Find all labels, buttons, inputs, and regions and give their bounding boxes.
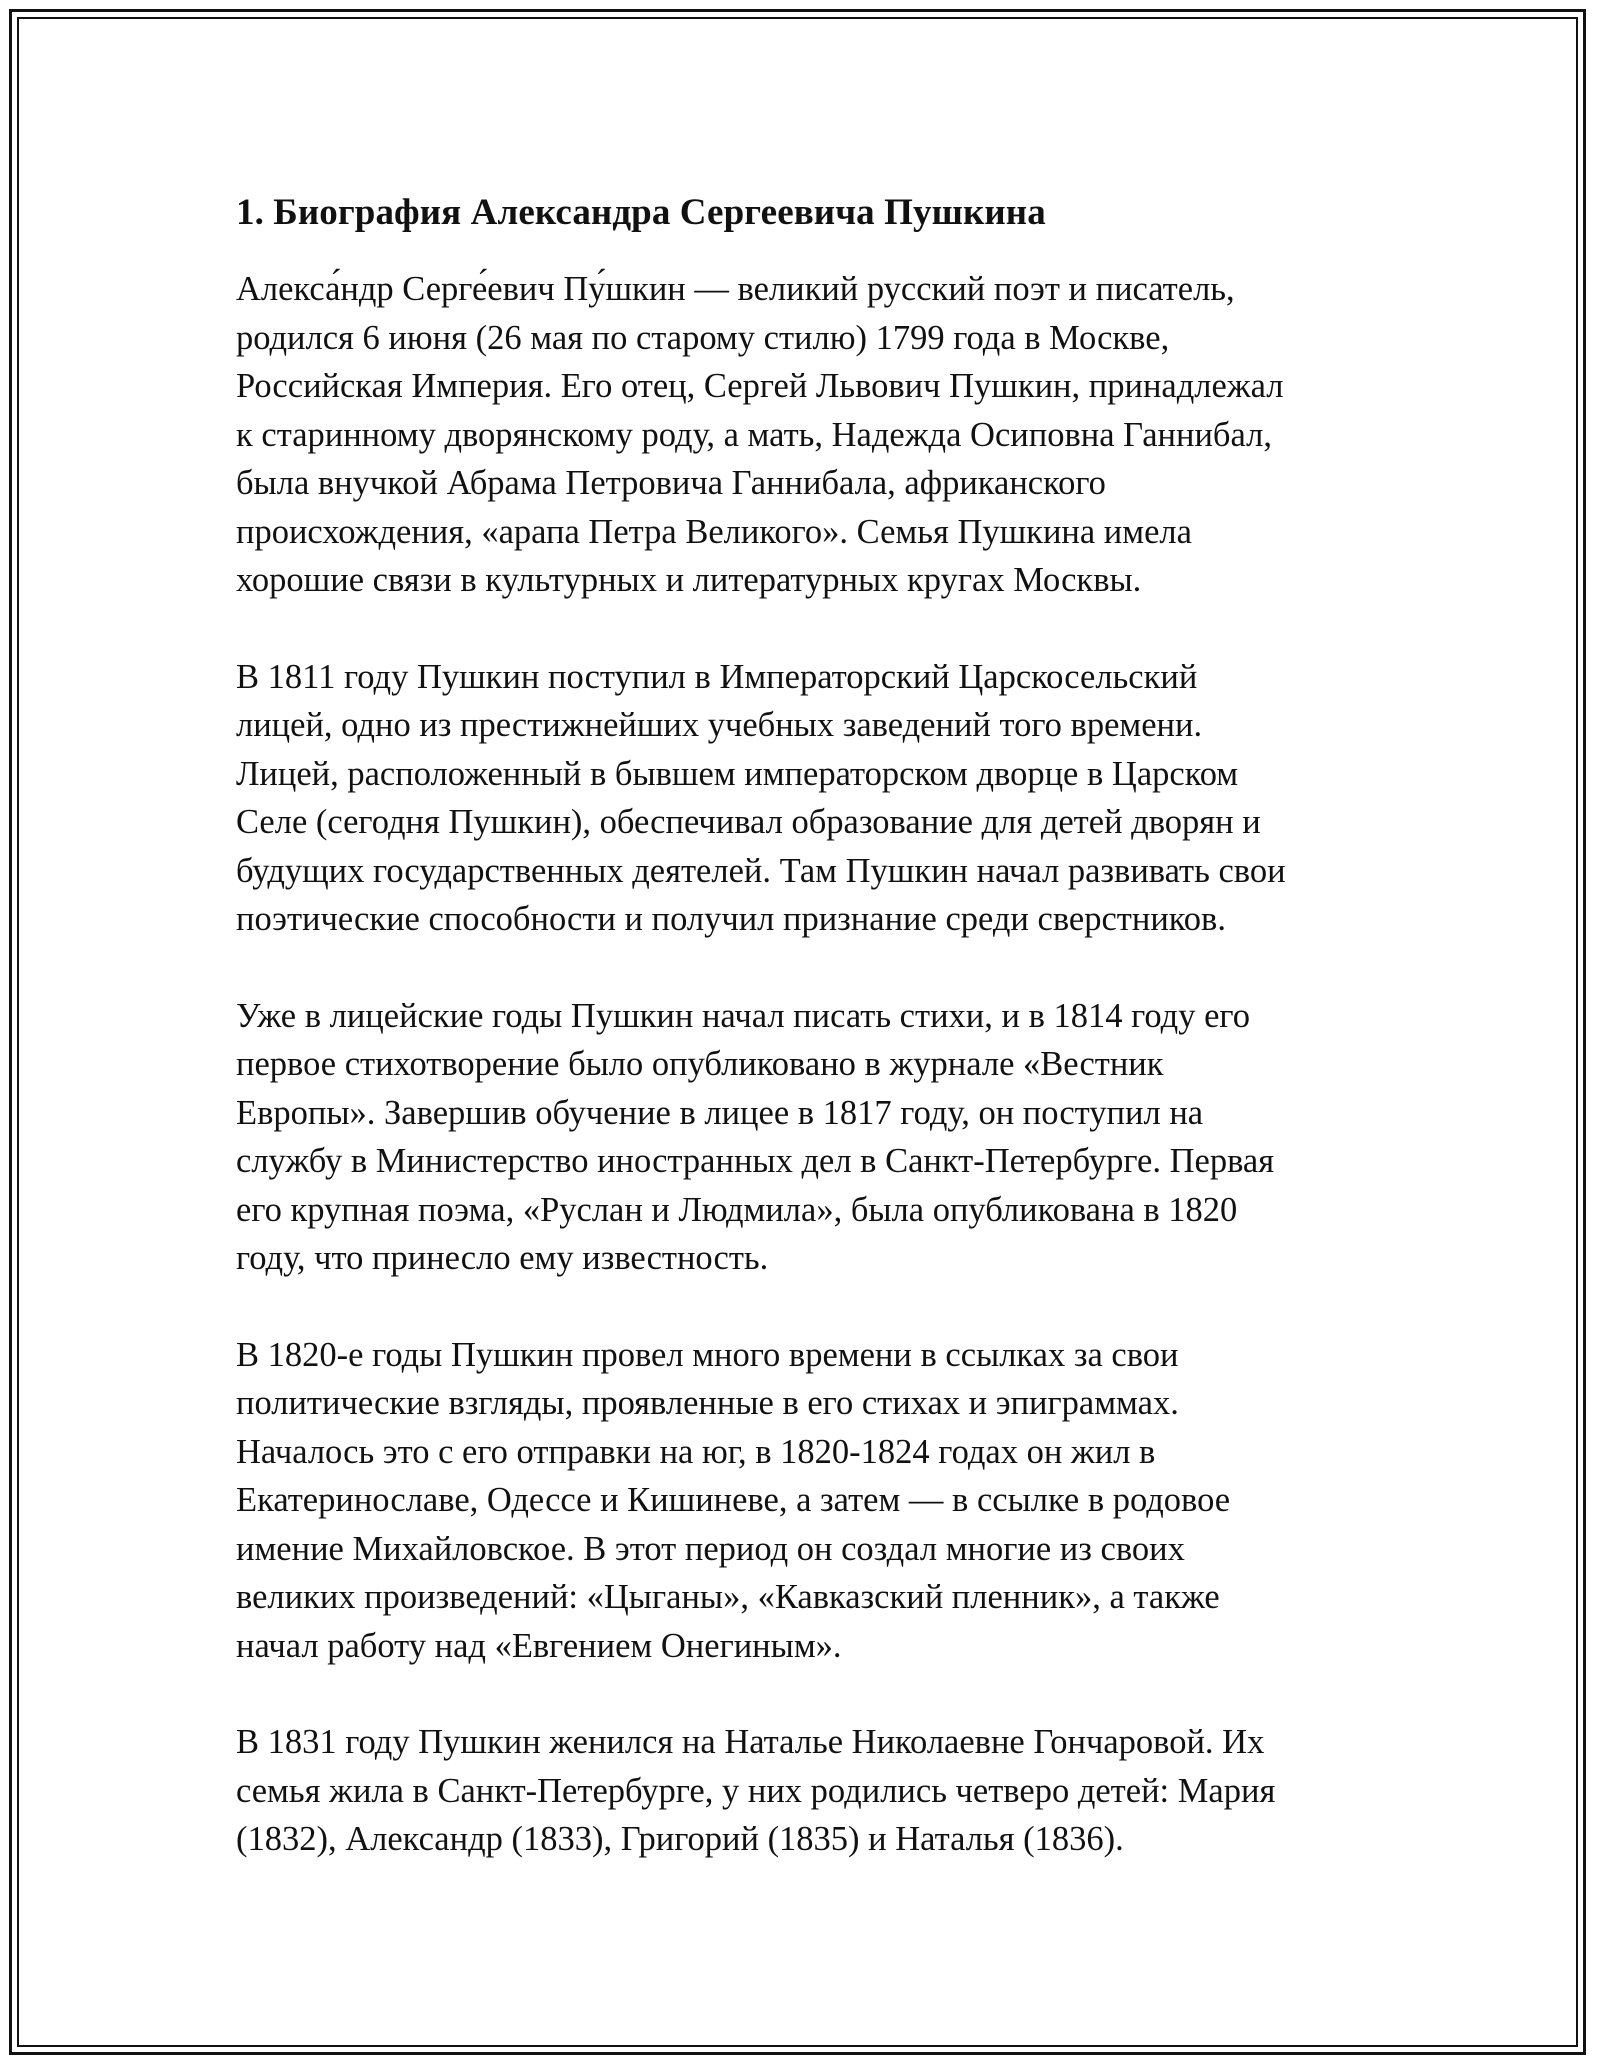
text-line: Селе (сегодня Пушкин), обеспечивал образование для детей дворян и [236, 803, 1261, 841]
text-line: Екатеринославе, Одессе и Кишиневе, а затем — в ссылке в родовое [236, 1481, 1231, 1519]
text-line: лицей, одно из престижнейших учебных заведений того времени. [236, 706, 1203, 744]
text-line: имение Михайловское. В этот период он создал многие из своих [236, 1529, 1185, 1568]
paragraph-1 [236, 265, 1364, 605]
text-line: начал работу над «Евгением Онегиным». [236, 1626, 842, 1665]
paragraph-5 [236, 1718, 1364, 1864]
document-body [236, 187, 1364, 1912]
text-line: Лицей, расположенный в бывшем императорском дворце в Царском [236, 754, 1239, 793]
text-line: Российская Империя. Его отец, Сергей Львович Пушкин, принадлежал [236, 367, 1284, 405]
text-line: родился 6 июня (26 мая по старому стилю) 1799 года в Москве, [236, 318, 1170, 357]
text-line: была внучкой Абрама Петровича Ганнибала, африканского [236, 464, 1106, 502]
document-title: 1. Биография Александра Сергеевича Пушкина [236, 192, 1046, 233]
text-line: первое стихотворение было опубликовано в журнале «Вестник [236, 1045, 1164, 1083]
text-line: В 1831 году Пушкин женился на Наталье Николаевне Гончаровой. Их [236, 1723, 1265, 1761]
text-line: его крупная поэма, «Руслан и Людмила», была опубликована в 1820 [236, 1190, 1238, 1229]
text-line: В 1820-е годы Пушкин провел много времени в ссылках за свои [236, 1335, 1179, 1374]
text-line: В 1811 году Пушкин поступил в Императорский Царскосельский [236, 657, 1198, 696]
text-line: Алекса́ндр Серге́евич Пу́шкин — великий русский поэт и писатель, [236, 270, 1235, 308]
text-line: великих произведений: «Цыганы», «Кавказский пленник», а также [236, 1578, 1220, 1616]
text-line: поэтические способности и получил признание среди сверстников. [236, 900, 1226, 938]
paragraph-4 [236, 1331, 1364, 1671]
text-line: году, что принесло ему известность. [236, 1239, 769, 1277]
text-line: Началось это с его отправки на юг, в 1820-1824 годах он жил в [236, 1432, 1156, 1471]
paragraph-2 [236, 653, 1364, 944]
text-line: к старинному дворянскому роду, а мать, Надежда Осиповна Ганнибал, [236, 415, 1272, 454]
text-line: будущих государственных деятелей. Там Пушкин начал развивать свои [236, 851, 1286, 890]
text-line: семья жила в Санкт-Петербурге, у них родились четверо детей: Мария [236, 1771, 1276, 1810]
text-line: (1832), Александр (1833), Григорий (1835) и Наталья (1836). [236, 1820, 1124, 1858]
text-line: хорошие связи в культурных и литературных кругах Москвы. [236, 561, 1142, 599]
text-line: происхождения, «арапа Петра Великого». Семья Пушкина имела [236, 512, 1192, 551]
paragraphs-container [236, 265, 1364, 1864]
text-line: службу в Министерство иностранных дел в Санкт-Петербурге. Первая [236, 1142, 1275, 1180]
text-line: Уже в лицейские годы Пушкин начал писать стихи, и в 1814 году его [236, 996, 1250, 1035]
text-line: политические взгляды, проявленные в его стихах и эпиграммах. [236, 1384, 1179, 1422]
paragraph-3 [236, 992, 1364, 1283]
text-line: Европы». Завершив обучение в лицее в 1817 году, он поступил на [236, 1093, 1204, 1132]
